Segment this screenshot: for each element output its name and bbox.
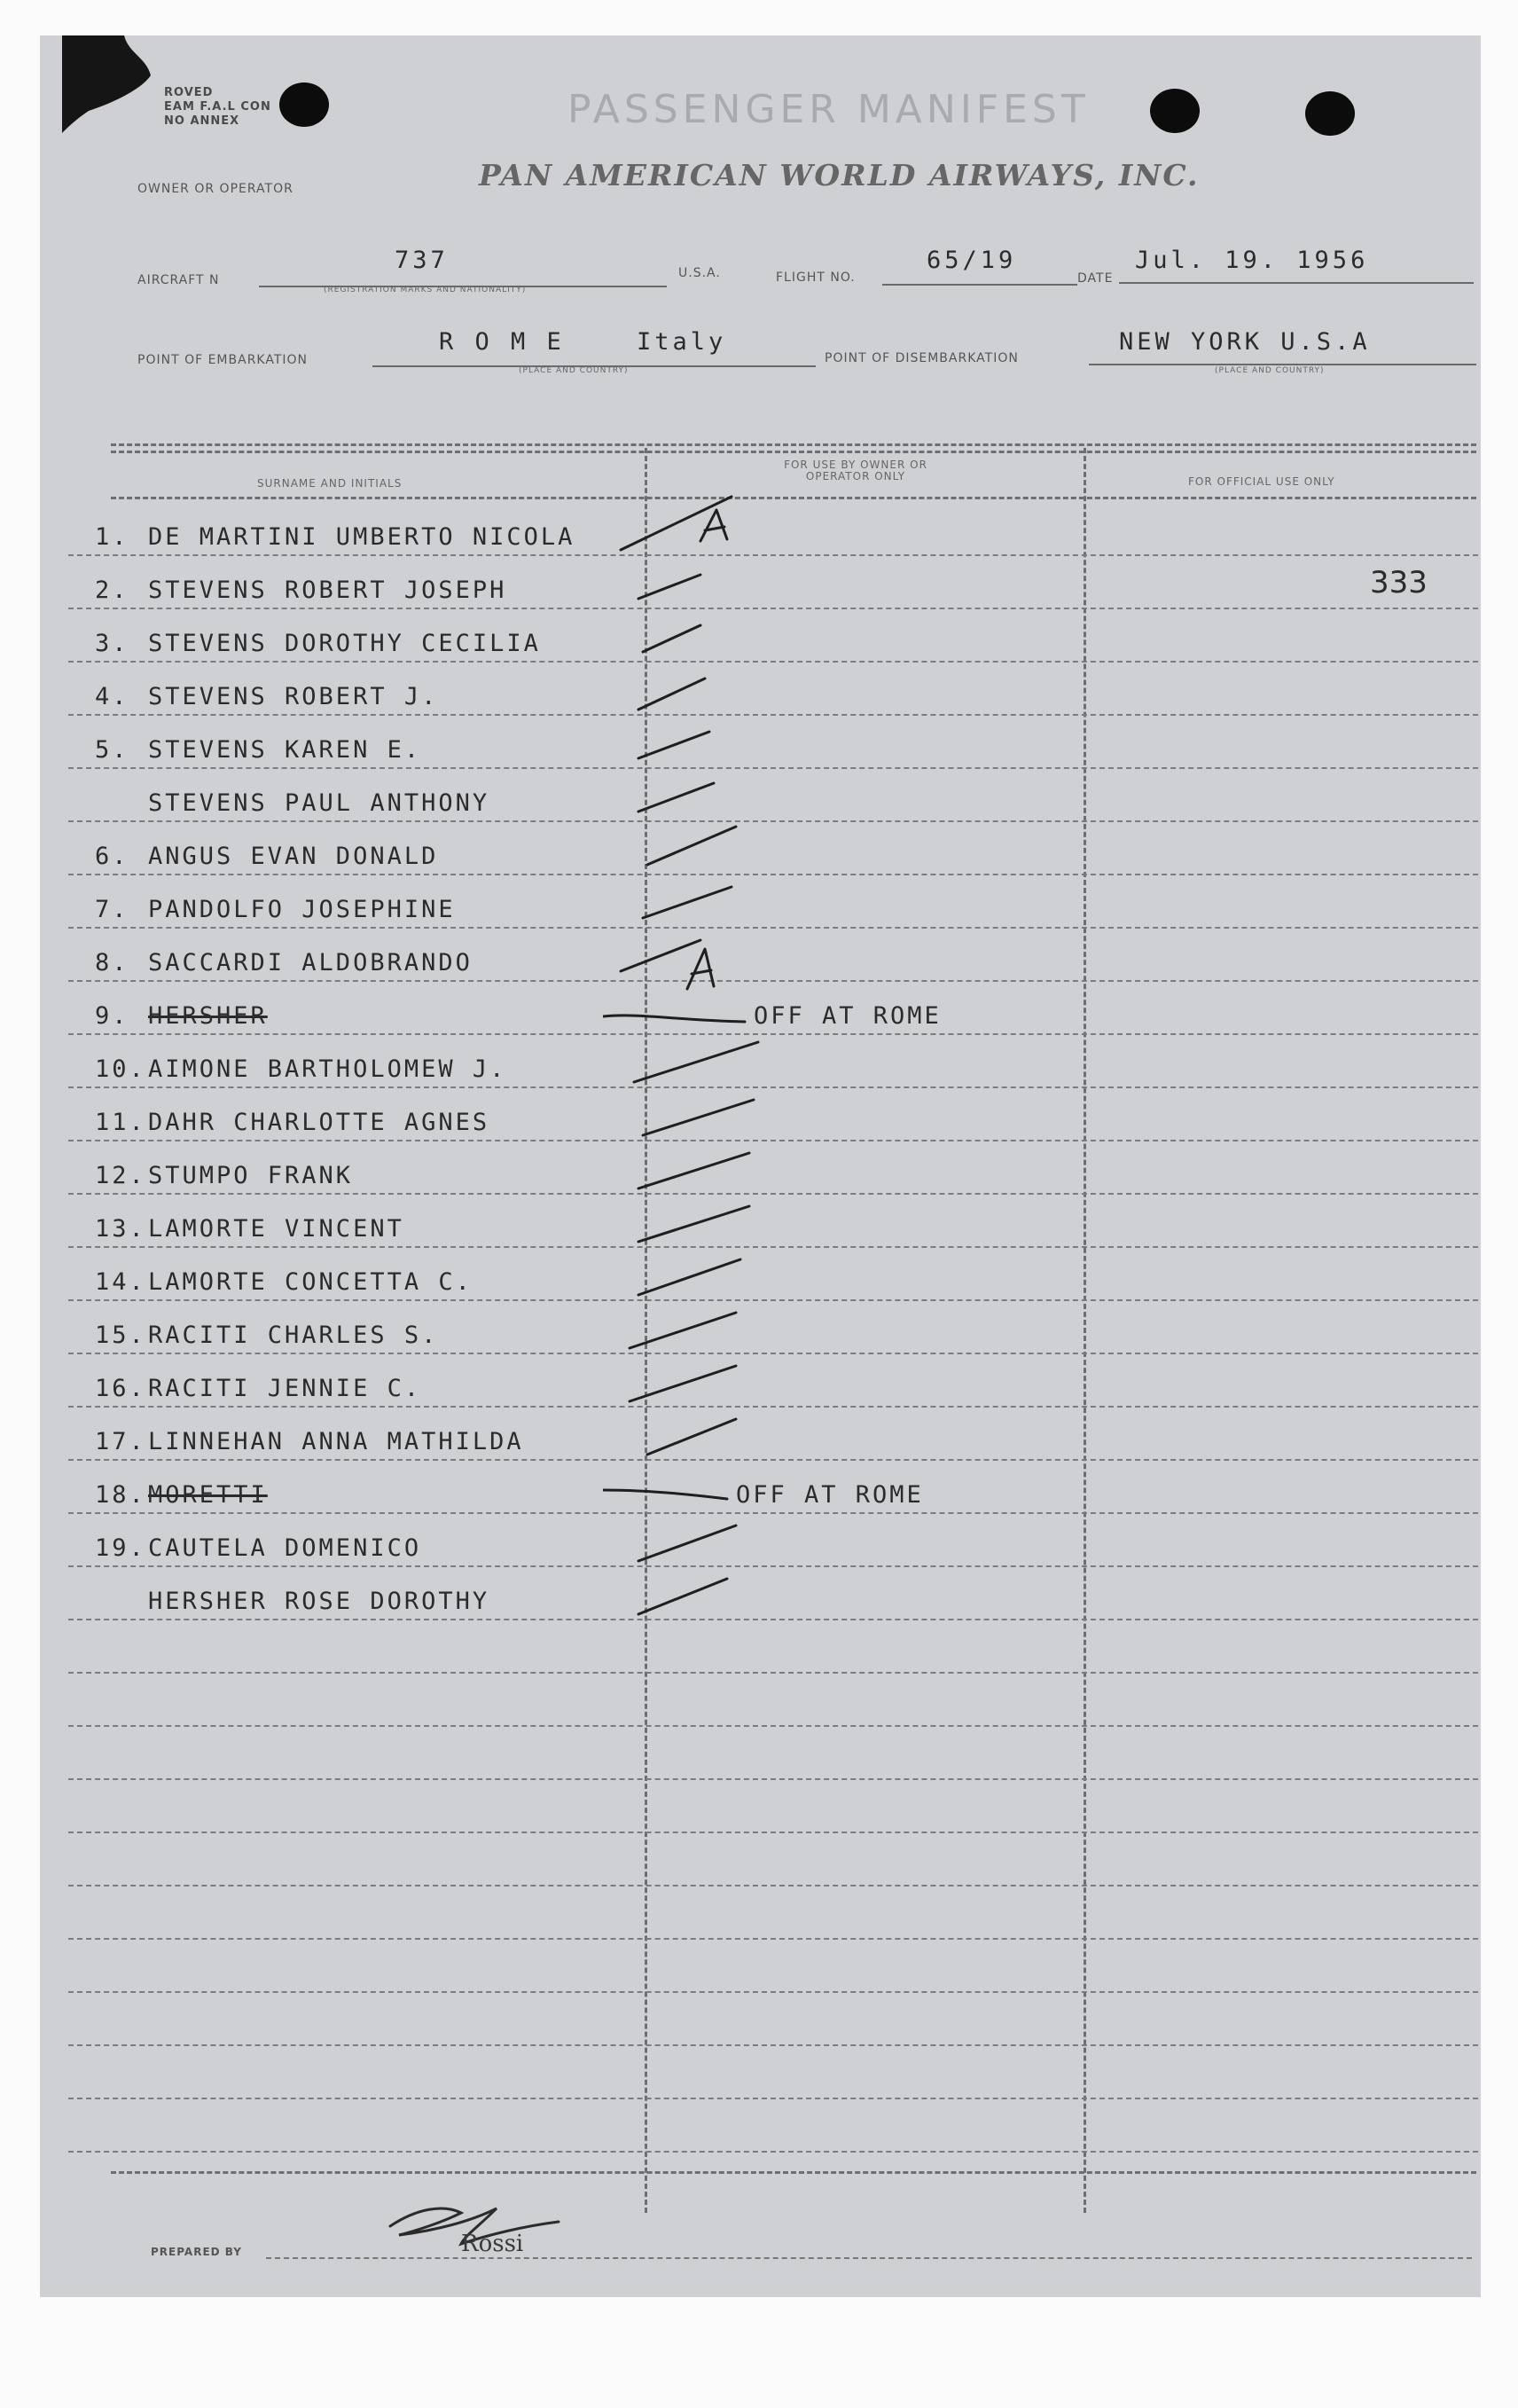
approval-stamp [164,86,271,129]
row-rule [68,2151,1478,2153]
row-rule [68,1778,1478,1780]
column-header-official: FOR OFFICIAL USE ONLY [1188,475,1335,488]
strike-line-9 [603,1016,745,1026]
passenger-number: 10. [95,1055,146,1083]
stamp-line: ROVED [164,86,214,99]
strike-line-18 [603,1490,727,1499]
official-number: 333 [1370,565,1428,600]
embarkation-sublabel: (PLACE AND COUNTRY) [519,366,629,375]
row-rule [68,1885,1478,1886]
punch-hole-right-1 [1150,89,1200,133]
check-mark [647,827,736,865]
passenger-name: DAHR CHARLOTTE AGNES [148,1109,490,1136]
aircraft-sublabel: (REGISTRATION MARKS AND NATIONALITY) [324,286,527,294]
embarkation-label: POINT OF EMBARKATION [137,353,309,367]
flight-value: 65/19 [927,247,1017,274]
passenger-number: 13. [95,1215,146,1243]
stamp-line: NO ANNEX [164,114,240,128]
embarkation-country: Italy [637,328,727,356]
check-mark [638,1526,736,1561]
table-top-rule-1 [111,443,1476,446]
document-title: PASSENGER MANIFEST [567,87,1090,132]
check-mark [634,1042,758,1082]
passenger-number [95,789,148,825]
passenger-number: 9. [95,1002,129,1030]
footer-line [266,2257,1472,2259]
passenger-number: 8. [95,949,129,977]
passenger-name: RACITI JENNIE C. [148,1375,422,1402]
passenger-number: 4. [95,683,129,710]
check-mark [630,1366,736,1401]
passenger-number: 3. [95,630,129,657]
passenger-number: 15. [95,1322,146,1349]
stamp-line: EAM F.A.L CON [164,100,271,114]
passenger-number [95,1588,148,1623]
aircraft-label: AIRCRAFT N [137,273,220,287]
check-mark [643,887,732,918]
check-mark [621,497,732,550]
passenger-name: DE MARTINI UMBERTO NICOLA [148,523,575,551]
passenger-number: 16. [95,1375,146,1402]
passenger-number: 5. [95,736,129,764]
column-header-surname: SURNAME AND INITIALS [257,477,403,490]
check-mark [630,1313,736,1348]
row-rule [68,2044,1478,2046]
check-mark [638,575,700,599]
passenger-name-struck: MORETTI [148,1481,268,1509]
passenger-number: 18. [95,1481,146,1509]
disembarkation-value: NEW YORK U.S.A [1119,328,1371,356]
passenger-name: STEVENS ROBERT JOSEPH [148,577,507,604]
passenger-number: 12. [95,1162,146,1189]
row-rule [68,1672,1478,1674]
row-rule [68,1831,1478,1833]
passenger-name: ANGUS EVAN DONALD [148,843,439,870]
passenger-number: 14. [95,1268,146,1296]
check-mark [638,732,709,758]
flight-label: FLIGHT NO. [776,271,856,285]
passenger-name: CAUTELA DOMENICO [148,1534,422,1562]
passenger-name: STUMPO FRANK [148,1162,354,1189]
passenger-name: HERSHER ROSE DOROTHY [148,1588,490,1615]
check-marks [603,488,780,1641]
date-underline [1119,282,1474,284]
embarkation-city: R O M E [439,328,565,356]
date-label: DATE [1077,271,1114,286]
flight-underline [882,284,1077,286]
off-at-rome-note: OFF AT ROME [754,1002,942,1030]
passenger-name: LINNEHAN ANNA MATHILDA [148,1428,524,1455]
prepared-by-label: PREPARED BY [151,2246,242,2258]
disembarkation-sublabel: (PLACE AND COUNTRY) [1215,366,1325,375]
passenger-name: LAMORTE VINCENT [148,1215,404,1243]
aircraft-value: 737 [395,247,449,274]
passenger-name: AIMONE BARTHOLOMEW J. [148,1055,507,1083]
letter-a-mark [700,510,727,541]
check-mark [638,1259,740,1295]
row-rule [68,2098,1478,2099]
date-value: Jul. 19. 1956 [1135,247,1369,274]
row-rule [68,1991,1478,1993]
check-mark [621,940,700,971]
table-bottom-rule [111,2171,1476,2174]
row-rule [68,1938,1478,1940]
letter-a-mark [687,949,714,989]
passenger-name: STEVENS PAUL ANTHONY [148,789,490,817]
passenger-number: 1. [95,523,129,551]
check-mark [643,1100,754,1135]
passenger-number: 17. [95,1428,146,1455]
column-header-owner: FOR USE BY OWNER OR OPERATOR ONLY [784,459,927,482]
table-top-rule-2 [111,451,1476,453]
check-mark [638,678,705,710]
passenger-name: LAMORTE CONCETTA C. [148,1268,473,1296]
airline-name: PAN AMERICAN WORLD AIRWAYS, INC. [479,158,1200,192]
disembarkation-label: POINT OF DISEMBARKATION [825,351,1019,365]
passenger-name: SACCARDI ALDOBRANDO [148,949,473,977]
passenger-number: 6. [95,843,129,870]
disembarkation-underline [1089,364,1476,365]
passenger-name: STEVENS ROBERT J. [148,683,439,710]
check-mark [647,1419,736,1455]
punch-hole-right-2 [1305,91,1355,136]
off-at-rome-note: OFF AT ROME [736,1481,924,1509]
passenger-name-struck: HERSHER [148,1002,268,1030]
passenger-name: STEVENS DOROTHY CECILIA [148,630,541,657]
signature-name: Rossi [461,2231,524,2257]
passenger-number: 2. [95,577,129,604]
passenger-name: PANDOLFO JOSEPHINE [148,896,456,923]
passenger-name: RACITI CHARLES S. [148,1322,439,1349]
torn-corner [62,35,160,133]
row-rule [68,1725,1478,1727]
check-mark [638,1579,727,1614]
check-mark [638,1153,749,1188]
passenger-number: 11. [95,1109,146,1136]
check-mark [643,625,700,652]
owner-label: OWNER OR OPERATOR [137,182,293,196]
check-mark [638,783,714,812]
header-bottom-rule [111,497,1476,499]
passenger-number: 19. [95,1534,146,1562]
passenger-number: 7. [95,896,129,923]
aircraft-suffix: U.S.A. [678,266,721,280]
punch-hole-left [279,82,329,127]
check-mark [638,1206,749,1242]
passenger-name: STEVENS KAREN E. [148,736,422,764]
